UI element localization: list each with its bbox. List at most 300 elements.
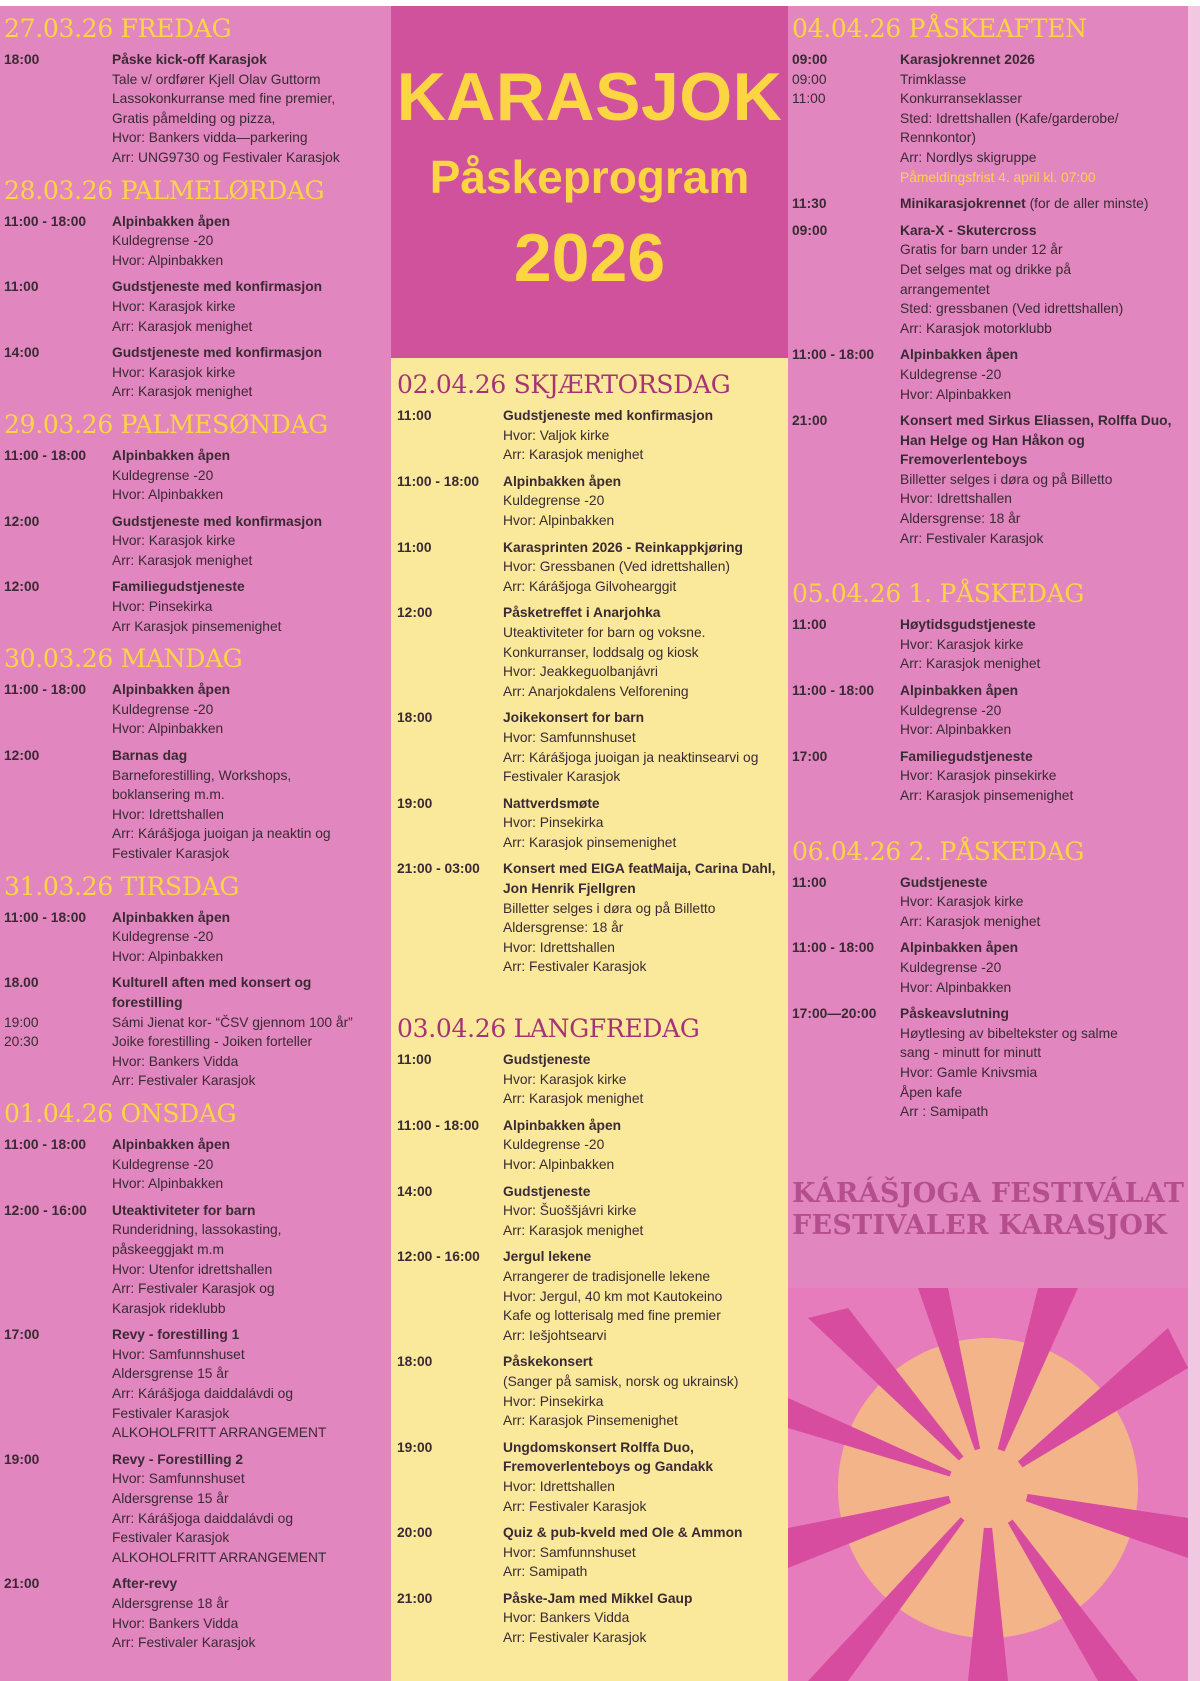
event-title (900, 411, 1182, 470)
event-time: 12:00 (4, 748, 40, 764)
event-detail: Hvor: Karasjok kirke (900, 894, 1024, 910)
event-detail: Hvor: Alpinbakken (900, 386, 1012, 402)
event-body (503, 1116, 788, 1175)
event-detail: arrangementet (900, 281, 990, 297)
event-time: 11:00 (4, 279, 39, 295)
event-title-text: Gudstjeneste (503, 1052, 591, 1068)
event-row (391, 472, 788, 531)
event-detail: Arr: Samipath (503, 1564, 588, 1580)
event-body (503, 1182, 788, 1241)
event-detail: Arr: Karasjok motorklubb (900, 320, 1052, 336)
event-detail: Arr: Festivaler Karasjok (900, 530, 1044, 546)
event-time: 18:00 (397, 1354, 433, 1370)
event-row (0, 343, 391, 402)
event-title-text: Alpinbakken åpen (900, 683, 1019, 699)
event-subtime: 19:00 (4, 1014, 39, 1030)
event-detail: påskeeggjakt m.m (112, 1241, 224, 1257)
event-detail: Uteaktiviteter for barn og voksne. (503, 624, 706, 640)
event-time: 11:00 - 18:00 (4, 447, 87, 463)
event-detail: Hvor: Idrettshallen (503, 939, 615, 955)
event-title (112, 212, 385, 232)
event-detail: sang - minutt for minutt (900, 1045, 1042, 1061)
event-title (503, 1247, 782, 1267)
event-detail: Arr: Karasjok menighet (900, 913, 1041, 929)
event-time: 09:00 (792, 222, 828, 238)
event-body (112, 1135, 391, 1194)
event-time: 09:00 (792, 52, 828, 67)
event-detail: Arr: Kárášjoga juoigan ja neaktinsearvi og (503, 749, 759, 765)
event-detail: Hvor: Pinsekirka (112, 599, 213, 615)
event-row (0, 1325, 391, 1443)
event-title-text: Gudstjeneste (503, 1183, 591, 1199)
event-detail: Arr: Karasjok Pinsemenighet (503, 1413, 678, 1429)
event-title (112, 512, 385, 532)
event-title-text: Alpinbakken åpen (112, 1136, 231, 1152)
event-detail: Rennkontor) (900, 130, 976, 146)
event-body (112, 50, 391, 168)
event-detail: Det selges mat og drikke på (900, 261, 1072, 277)
event-body (900, 873, 1188, 932)
event-detail: Hvor: Samfunnshuset (112, 1471, 245, 1487)
event-row (391, 1182, 788, 1241)
event-title (900, 221, 1182, 241)
event-row (788, 747, 1188, 806)
event-body (503, 472, 788, 531)
event-row (0, 277, 391, 336)
event-row (788, 938, 1188, 997)
event-detail: Hvor: Gressbanen (Ved idrettshallen) (503, 559, 730, 575)
banner-year: 2026 (513, 220, 666, 296)
logo-line-norwegian: FESTIVALER KARASJOK (792, 1210, 1167, 1241)
event-time: 21:00 (397, 1590, 433, 1606)
event-detail: Hvor: Samfunnshuset (503, 729, 636, 745)
event-body (900, 411, 1188, 548)
event-title-text: Påskeavslutning (900, 1006, 1009, 1022)
event-detail: Hvor: Alpinbakken (112, 948, 224, 964)
event-time: 19:00 (4, 1451, 40, 1467)
event-title (900, 345, 1182, 365)
day-heading: 05.04.26 1. PÅSKEDAG (792, 579, 1085, 609)
event-title (900, 938, 1182, 958)
event-detail: Høytlesing av bibeltekster og salme (900, 1025, 1118, 1041)
event-detail: ALKOHOLFRITT ARRANGEMENT (112, 1549, 327, 1565)
event-detail: Arr: Kárášjoga daiddalávdi og (112, 1510, 294, 1526)
event-detail: Gratis påmelding og pizza, (112, 110, 276, 126)
event-time: 11:00 (397, 539, 432, 555)
event-detail: Lassokonkurranse med fine premier, (112, 91, 336, 107)
event-detail: Arr: Iešjohtsearvi (503, 1327, 607, 1343)
festival-logo (792, 1178, 1185, 1242)
event-detail: Arr: Anarjokdalens Velforening (503, 683, 689, 699)
event-detail: Billetter selges i døra og på Billetto (900, 471, 1113, 487)
event-detail: boklansering m.m. (112, 787, 225, 803)
event-detail: Arr: Karasjok pinsemenighet (900, 788, 1074, 803)
day-heading: 06.04.26 2. PÅSKEDAG (792, 836, 1085, 866)
event-time: 17:00 (792, 748, 828, 764)
event-detail: Kuldegrense -20 (900, 702, 1002, 718)
day-section (788, 14, 1188, 548)
event-body (503, 1523, 788, 1582)
event-title-text: Familiegudstjeneste (112, 579, 245, 595)
day-heading: 28.03.26 PALMELØRDAG (4, 175, 325, 205)
day-section (788, 579, 1188, 805)
event-body (112, 680, 391, 739)
event-subtext: Konkurranseklasser (900, 91, 1022, 107)
event-time: 11:30 (792, 196, 827, 212)
event-detail: Aldersgrense 15 år (112, 1366, 229, 1382)
event-title-text: Familiegudstjeneste (900, 748, 1033, 764)
event-detail: Kuldegrense -20 (112, 467, 214, 483)
page-edge (1188, 6, 1200, 1681)
event-row (0, 973, 391, 1091)
event-title (900, 747, 1182, 767)
day-heading: 04.04.26 PÅSKEAFTEN (792, 14, 1087, 43)
day-heading: 03.04.26 LANGFREDAG (397, 1014, 700, 1044)
event-body (112, 1450, 391, 1568)
event-body (112, 577, 391, 636)
event-detail: Hvor: Alpinbakken (112, 487, 224, 503)
event-time: 11:00 - 18:00 (792, 683, 875, 699)
event-title (112, 1450, 385, 1470)
event-title-text: Karasjokrennet 2026 (900, 52, 1035, 67)
event-row (788, 873, 1188, 932)
event-time: 18:00 (4, 52, 40, 67)
event-subtime-line (4, 1013, 385, 1033)
event-body (112, 343, 391, 402)
day-section (391, 1014, 788, 1648)
event-title-text: Quiz & pub-kveld med Ole & Ammon (503, 1525, 743, 1541)
event-title (503, 1438, 782, 1477)
event-detail: Hvor: Valjok kirke (503, 427, 610, 443)
event-title-text: Gudstjeneste med konfirmasjon (503, 408, 714, 423)
event-subtext: Sámi Jienat kor- “ČSV gjennom 100 år” (112, 1014, 353, 1030)
event-body (112, 1574, 391, 1652)
event-detail: ALKOHOLFRITT ARRANGEMENT (112, 1425, 327, 1441)
event-time: 11:00 (397, 408, 432, 423)
event-detail: Hvor: Bankers Vidda (112, 1615, 239, 1631)
event-detail: Arr: Karasjok menighet (503, 1222, 644, 1238)
event-title (112, 746, 385, 766)
event-title-text: Alpinbakken åpen (112, 447, 231, 463)
event-body (503, 538, 788, 597)
event-detail: Aldersgrense 15 år (112, 1491, 229, 1507)
event-body (112, 1325, 391, 1443)
event-title-text: Kara-X - Skutercross (900, 222, 1037, 238)
event-title (503, 1589, 782, 1609)
event-detail: Karasjok rideklubb (112, 1300, 226, 1316)
event-detail: Aldersgrense: 18 år (900, 511, 1021, 527)
event-detail: Kuldegrense -20 (112, 233, 214, 249)
day-section (0, 1099, 391, 1653)
event-title (503, 1182, 782, 1202)
event-detail: Arr: Festivaler Karasjok (112, 1073, 256, 1089)
event-detail: Gratis for barn under 12 år (900, 242, 1063, 258)
event-title-text: Alpinbakken åpen (900, 940, 1019, 956)
day-section (0, 410, 391, 636)
sun-burst-art (788, 1288, 1188, 1681)
event-title (112, 277, 385, 297)
event-row (391, 603, 788, 701)
event-title (900, 681, 1182, 701)
event-title (503, 794, 782, 814)
event-title (900, 194, 1182, 214)
event-detail: Hvor: Pinsekirka (503, 815, 604, 831)
event-row (391, 1050, 788, 1109)
event-time: 17:00 (4, 1327, 40, 1343)
event-row (788, 194, 1188, 214)
day-section (0, 14, 391, 168)
event-row (0, 680, 391, 739)
event-body (900, 747, 1188, 806)
event-row (391, 794, 788, 853)
event-detail: Kuldegrense -20 (112, 701, 214, 717)
event-detail: Tale v/ ordfører Kjell Olav Guttorm (112, 71, 321, 87)
event-title-text: Påsketreffet i Anarjohka (503, 605, 661, 621)
event-time: 21:00 - 03:00 (397, 861, 480, 877)
event-detail: Runderidning, lassokasting, (112, 1222, 282, 1238)
event-detail: Hvor: Alpinbakken (112, 1176, 224, 1192)
event-detail: Hvor: Utenfor idrettshallen (112, 1261, 273, 1277)
event-detail: Hvor: Jeakkeguolbanjávri (503, 664, 658, 680)
banner-subtitle: Påskeprogram (429, 151, 750, 203)
event-detail: Hvor: Karasjok kirke (503, 1071, 627, 1087)
event-title-text: Alpinbakken åpen (503, 473, 622, 489)
event-detail: Arr: Karasjok pinsemenighet (503, 834, 677, 850)
day-section (0, 872, 391, 1091)
event-time: 11:00 - 18:00 (4, 909, 87, 925)
event-detail: Kuldegrense -20 (503, 493, 605, 509)
event-subtime: 09:00 (792, 71, 827, 87)
event-detail: Arr: Festivaler Karasjok (503, 1630, 647, 1646)
day-heading: 02.04.26 SKJÆRTORSDAG (397, 370, 731, 399)
event-detail: Aldersgrense 18 år (112, 1596, 229, 1611)
event-detail: Festivaler Karasjok (503, 769, 621, 785)
event-row (0, 446, 391, 505)
event-title-text: Påske-Jam med Mikkel Gaup (503, 1590, 693, 1606)
event-detail: Arrangerer de tradisjonelle lekene (503, 1268, 711, 1284)
event-body (112, 1201, 391, 1319)
event-time: 17:00—20:00 (792, 1006, 877, 1022)
event-time: 19:00 (397, 795, 433, 811)
event-subtime-line (792, 70, 1182, 90)
event-body (900, 1004, 1188, 1122)
event-row (0, 746, 391, 864)
event-detail: Festivaler Karasjok (112, 1530, 230, 1546)
event-detail: Hvor: Samfunnshuset (112, 1346, 245, 1362)
day-section (0, 644, 391, 863)
event-title-text: Joikekonsert for barn (503, 710, 645, 726)
event-title (112, 446, 385, 466)
event-time: 11:00 - 18:00 (397, 1117, 480, 1133)
event-row (391, 1438, 788, 1516)
event-time: 11:00 - 18:00 (4, 1136, 87, 1152)
event-time: 18.00 (4, 975, 39, 991)
event-detail: Hvor: Idrettshallen (112, 806, 224, 822)
event-title-text: Barnas dag (112, 748, 188, 764)
event-row (391, 1116, 788, 1175)
event-time: 19:00 (397, 1439, 433, 1455)
event-detail: Hvor: Šuoššjávri kirke (503, 1203, 637, 1219)
event-detail: Kafe og lotterisalg med fine premier (503, 1308, 721, 1324)
event-body (900, 938, 1188, 997)
event-detail: Hvor: Pinsekirka (503, 1393, 604, 1409)
event-body (503, 794, 788, 853)
event-row (788, 221, 1188, 339)
event-row (788, 345, 1188, 404)
event-title (112, 1135, 385, 1155)
event-detail: Hvor: Alpinbakken (503, 1157, 615, 1172)
event-title-text: Alpinbakken åpen (503, 1117, 622, 1133)
event-body (503, 603, 788, 701)
event-title-text: Konsert med EIGA featMaija, Carina Dahl, Jon Henrik Fjellgren (503, 861, 776, 897)
event-body (112, 277, 391, 336)
event-detail: Hvor: Bankers Vidda (503, 1610, 630, 1626)
event-time: 11:00 - 18:00 (792, 347, 875, 363)
day-heading: 30.03.26 MANDAG (4, 644, 243, 674)
event-row (391, 538, 788, 597)
event-title-text: Gudstjeneste (900, 874, 988, 890)
event-detail: Hvor: Gamle Knivsmia (900, 1064, 1038, 1080)
event-title-text: Høytidsgudstjeneste (900, 617, 1036, 633)
event-title (503, 708, 782, 728)
event-detail: Kuldegrense -20 (900, 366, 1002, 382)
event-row (0, 50, 391, 168)
event-time: 18:00 (397, 710, 433, 726)
event-body (503, 1438, 788, 1516)
event-detail: Arr: Karasjok menighet (503, 447, 644, 463)
event-time: 21:00 (792, 413, 828, 429)
event-row (0, 1574, 391, 1652)
event-subtext: Trimklasse (900, 71, 967, 87)
event-detail: Arr: Karasjok menighet (900, 656, 1041, 672)
event-title-text: Uteaktiviteter for barn (112, 1202, 256, 1218)
event-title-text: Revy - Forestilling 2 (112, 1451, 244, 1467)
event-detail: Sted: gressbanen (Ved idrettshallen) (900, 301, 1124, 317)
event-body (503, 708, 788, 786)
event-body (900, 194, 1188, 214)
event-detail: Hvor: Idrettshallen (900, 491, 1012, 507)
event-detail: Arr: Festivaler Karasjok og (112, 1281, 275, 1297)
event-detail: Hvor: Karasjok kirke (112, 533, 236, 549)
event-title (503, 538, 782, 558)
event-detail: Hvor: Bankers vidda—parkering (112, 130, 308, 146)
event-detail: Hvor: Jergul, 40 km mot Kautokeino (503, 1288, 723, 1304)
event-row (391, 859, 788, 977)
event-detail: Hvor: Karasjok pinsekirke (900, 768, 1057, 784)
event-time: 14:00 (4, 345, 40, 361)
event-time: 11:00 (792, 874, 827, 890)
day-section (0, 176, 391, 402)
event-title-text: Gudstjeneste med konfirmasjon (112, 279, 323, 295)
event-title-text: Alpinbakken åpen (900, 347, 1019, 363)
event-body (503, 859, 788, 977)
event-detail: Hvor: Karasjok kirke (900, 636, 1024, 652)
event-body (900, 345, 1188, 404)
event-title-text: Alpinbakken åpen (112, 909, 231, 925)
day-heading: 27.03.26 FREDAG (4, 14, 232, 43)
event-detail: Arr: Nordlys skigruppe (900, 149, 1037, 165)
event-detail: Arr: Festivaler Karasjok (112, 1635, 256, 1651)
event-title-text: Jergul lekene (503, 1249, 592, 1265)
event-detail: Festivaler Karasjok (112, 846, 230, 861)
event-title-text: Gudstjeneste med konfirmasjon (112, 345, 323, 361)
event-detail: Kuldegrense -20 (503, 1137, 605, 1153)
day-heading: 01.04.26 ONSDAG (4, 1098, 237, 1128)
event-subtext: Joike forestilling - Joiken forteller (112, 1034, 313, 1050)
event-row (0, 212, 391, 271)
event-time: 11:00 - 18:00 (4, 682, 87, 698)
banner-town: KARASJOK (396, 59, 783, 135)
event-deadline: Påmeldingsfrist 4. april kl. 07:00 (900, 169, 1096, 185)
event-title-text: Alpinbakken åpen (112, 682, 231, 698)
event-title (112, 1325, 385, 1345)
event-body (503, 406, 788, 465)
event-detail: Hvor: Idrettshallen (503, 1478, 615, 1494)
left-column (0, 6, 391, 1681)
event-detail: Billetter selges i døra og på Billetto (503, 900, 716, 916)
day-heading: 29.03.26 PALMESØNDAG (4, 409, 328, 439)
sun-burst-icon (788, 1288, 1188, 1681)
event-row (0, 577, 391, 636)
event-row (0, 1450, 391, 1568)
event-detail: Hvor: Karasjok kirke (112, 364, 236, 380)
event-detail: Hvor: Alpinbakken (503, 512, 615, 528)
event-body (900, 681, 1188, 740)
event-row (788, 1004, 1188, 1122)
event-detail: Arr: Karasjok menighet (503, 1091, 644, 1107)
event-title-text: Kulturell aften med konsert og forestilling (112, 975, 312, 1010)
event-row (0, 1201, 391, 1319)
event-body (503, 1050, 788, 1109)
event-row (0, 1135, 391, 1194)
event-title (112, 1201, 385, 1221)
event-detail: Arr: Kárášjoga Gilvohearggit (503, 578, 677, 594)
event-detail: Hvor: Bankers Vidda (112, 1053, 239, 1069)
event-time: 11:00 - 18:00 (397, 473, 480, 489)
event-detail: Hvor: Karasjok kirke (112, 298, 236, 314)
event-title (503, 472, 782, 492)
title-banner (391, 6, 788, 358)
event-body (112, 446, 391, 505)
event-title (503, 1050, 782, 1070)
event-detail: Konkurranser, loddsalg og kiosk (503, 644, 699, 660)
event-time: 21:00 (4, 1576, 40, 1592)
event-title-text: Nattverdsmøte (503, 795, 600, 811)
event-detail: Hvor: Alpinbakken (112, 721, 224, 737)
event-detail: Arr: Karasjok menighet (112, 384, 253, 400)
event-title (503, 1116, 782, 1136)
event-body (900, 221, 1188, 339)
event-detail: Arr: Festivaler Karasjok (503, 959, 647, 975)
event-body (112, 746, 391, 864)
event-time: 20:00 (397, 1525, 433, 1541)
event-title-suffix: (for de aller minste) (1025, 196, 1149, 212)
event-title-text: Påske kick-off Karasjok (112, 52, 267, 67)
day-section (391, 370, 788, 977)
event-subtime: 11:00 (792, 91, 826, 107)
event-title (112, 1574, 385, 1594)
event-subtime-line (4, 1032, 385, 1052)
event-time: 11:00 - 18:00 (4, 213, 87, 229)
event-time: 12:00 (397, 605, 433, 621)
event-body (112, 212, 391, 271)
logo-line-sami: KÁRÁŠJOGA FESTIVÁLAT (792, 1178, 1185, 1209)
event-time: 11:00 - 18:00 (792, 940, 875, 956)
event-time: 12:00 - 16:00 (397, 1249, 480, 1265)
event-title (503, 1523, 782, 1543)
event-time: 12:00 - 16:00 (4, 1202, 87, 1218)
event-row (788, 50, 1188, 187)
